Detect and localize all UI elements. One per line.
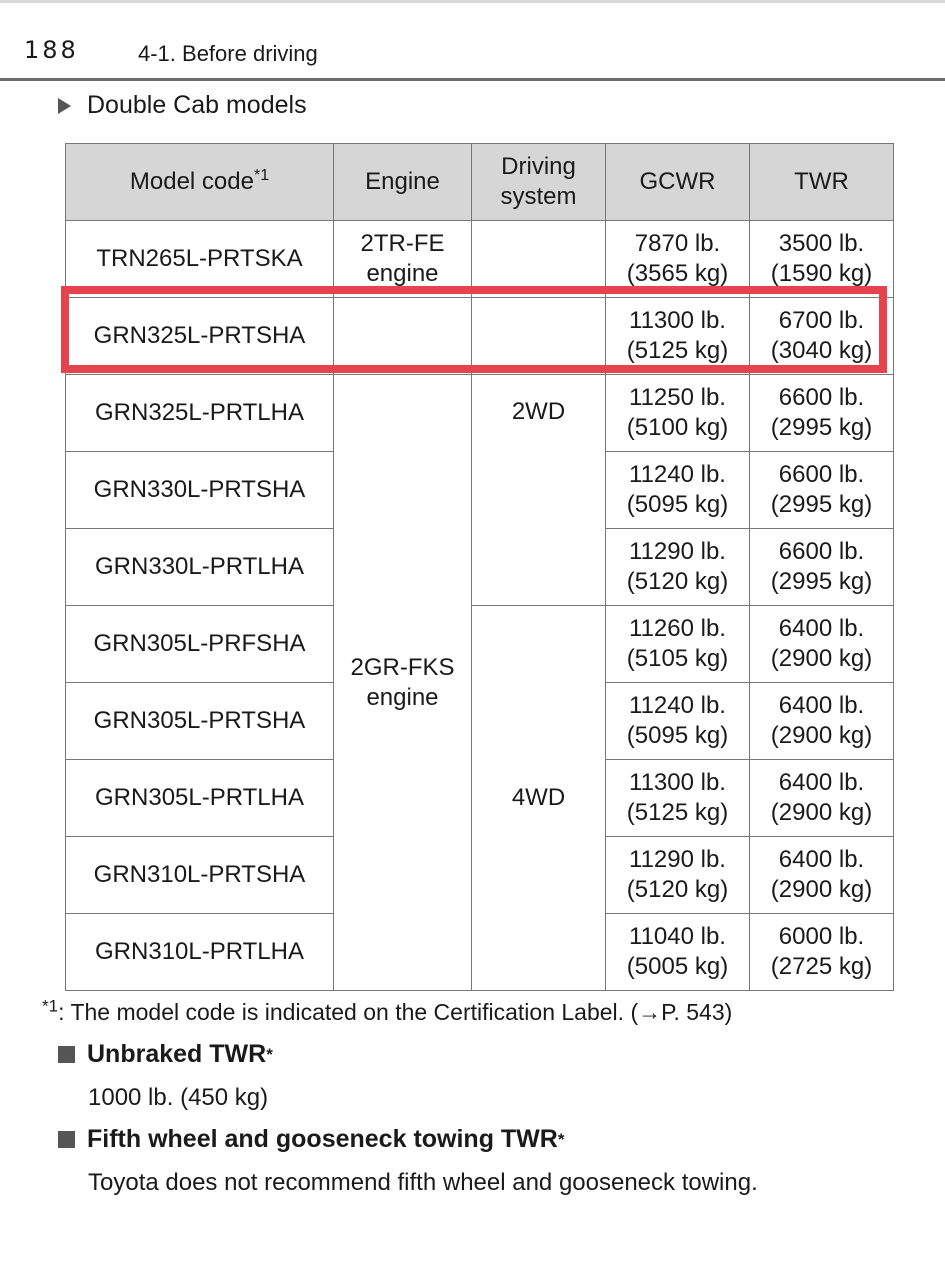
drive-cell: 4WD (472, 606, 606, 991)
fifth-wheel-heading: Fifth wheel and gooseneck towing TWR * (58, 1125, 564, 1154)
table-row (66, 375, 894, 452)
fifth-wheel-text: Toyota does not recommend fifth wheel and gooseneck towing. (88, 1169, 758, 1196)
gcwr-cell: 11240 lb. (5095 kg) (606, 683, 750, 760)
subheading-text: Double Cab models (87, 91, 307, 119)
header-driving-system: Driving system (472, 144, 606, 221)
gcwr-cell: 11290 lb. (5120 kg) (606, 529, 750, 606)
twr-cell: 6400 lb. (2900 kg) (750, 606, 894, 683)
square-bullet-icon (58, 1131, 75, 1148)
twr-cell: 6700 lb. (3040 kg) (750, 298, 894, 375)
gcwr-cell: 11250 lb. (5100 kg) (606, 375, 750, 452)
unbraked-twr-heading: Unbraked TWR * (58, 1040, 273, 1069)
header-gcwr: GCWR (606, 144, 750, 221)
twr-cell: 6400 lb. (2900 kg) (750, 837, 894, 914)
model-cell: GRN330L-PRTSHA (66, 452, 334, 529)
gcwr-cell: 11260 lb. (5105 kg) (606, 606, 750, 683)
top-border (0, 0, 945, 3)
gcwr-cell: 11300 lb. (5125 kg) (606, 760, 750, 837)
table-row (66, 606, 894, 683)
model-cell: GRN325L-PRTSHA (66, 298, 334, 375)
model-cell: GRN310L-PRTLHA (66, 914, 334, 991)
model-cell: GRN310L-PRTSHA (66, 837, 334, 914)
footnote-text: : The model code is indicated on the Certification Label. (→P. 543) (58, 999, 733, 1025)
gcwr-cell: 11300 lb. (5125 kg) (606, 298, 750, 375)
triangle-right-icon (58, 98, 71, 114)
header-twr: TWR (750, 144, 894, 221)
twr-cell: 6400 lb. (2900 kg) (750, 683, 894, 760)
footnote-ref: *1 (253, 167, 270, 184)
gcwr-cell: 11040 lb. (5005 kg) (606, 914, 750, 991)
subheading (58, 91, 307, 120)
gcwr-cell: 11290 lb. (5120 kg) (606, 837, 750, 914)
model-cell: GRN305L-PRTLHA (66, 760, 334, 837)
model-cell: GRN305L-PRTSHA (66, 683, 334, 760)
towing-capacity-table (65, 143, 894, 991)
table-header-row (66, 144, 894, 221)
twr-cell: 6000 lb. (2725 kg) (750, 914, 894, 991)
page-header (0, 28, 945, 81)
section-title: 4-1. Before driving (138, 41, 318, 66)
twr-cell: 6600 lb. (2995 kg) (750, 452, 894, 529)
drive-cell: 2WD (472, 375, 606, 606)
twr-cell: 6600 lb. (2995 kg) (750, 529, 894, 606)
gcwr-cell: 11240 lb. (5095 kg) (606, 452, 750, 529)
square-bullet-icon (58, 1046, 75, 1063)
twr-cell: 6600 lb. (2995 kg) (750, 375, 894, 452)
engine-cell: 2TR-FE engine (334, 221, 472, 298)
footnote (42, 996, 733, 1026)
engine-cell: 2GR-FKS engine (334, 375, 472, 991)
twr-cell: 3500 lb. (1590 kg) (750, 221, 894, 298)
row-highlight-box (61, 286, 887, 373)
model-cell: GRN330L-PRTLHA (66, 529, 334, 606)
footnote-mark: *1 (42, 996, 59, 1016)
gcwr-cell: 7870 lb. (3565 kg) (606, 221, 750, 298)
page-number: 188 (24, 36, 79, 64)
model-cell: TRN265L-PRTSKA (66, 221, 334, 298)
twr-cell: 6400 lb. (2900 kg) (750, 760, 894, 837)
unbraked-twr-value: 1000 lb. (450 kg) (88, 1084, 269, 1111)
header-engine: Engine (334, 144, 472, 221)
model-cell: GRN325L-PRTLHA (66, 375, 334, 452)
model-cell: GRN305L-PRFSHA (66, 606, 334, 683)
header-model-code: Model code$^{*1}$ (66, 144, 334, 221)
